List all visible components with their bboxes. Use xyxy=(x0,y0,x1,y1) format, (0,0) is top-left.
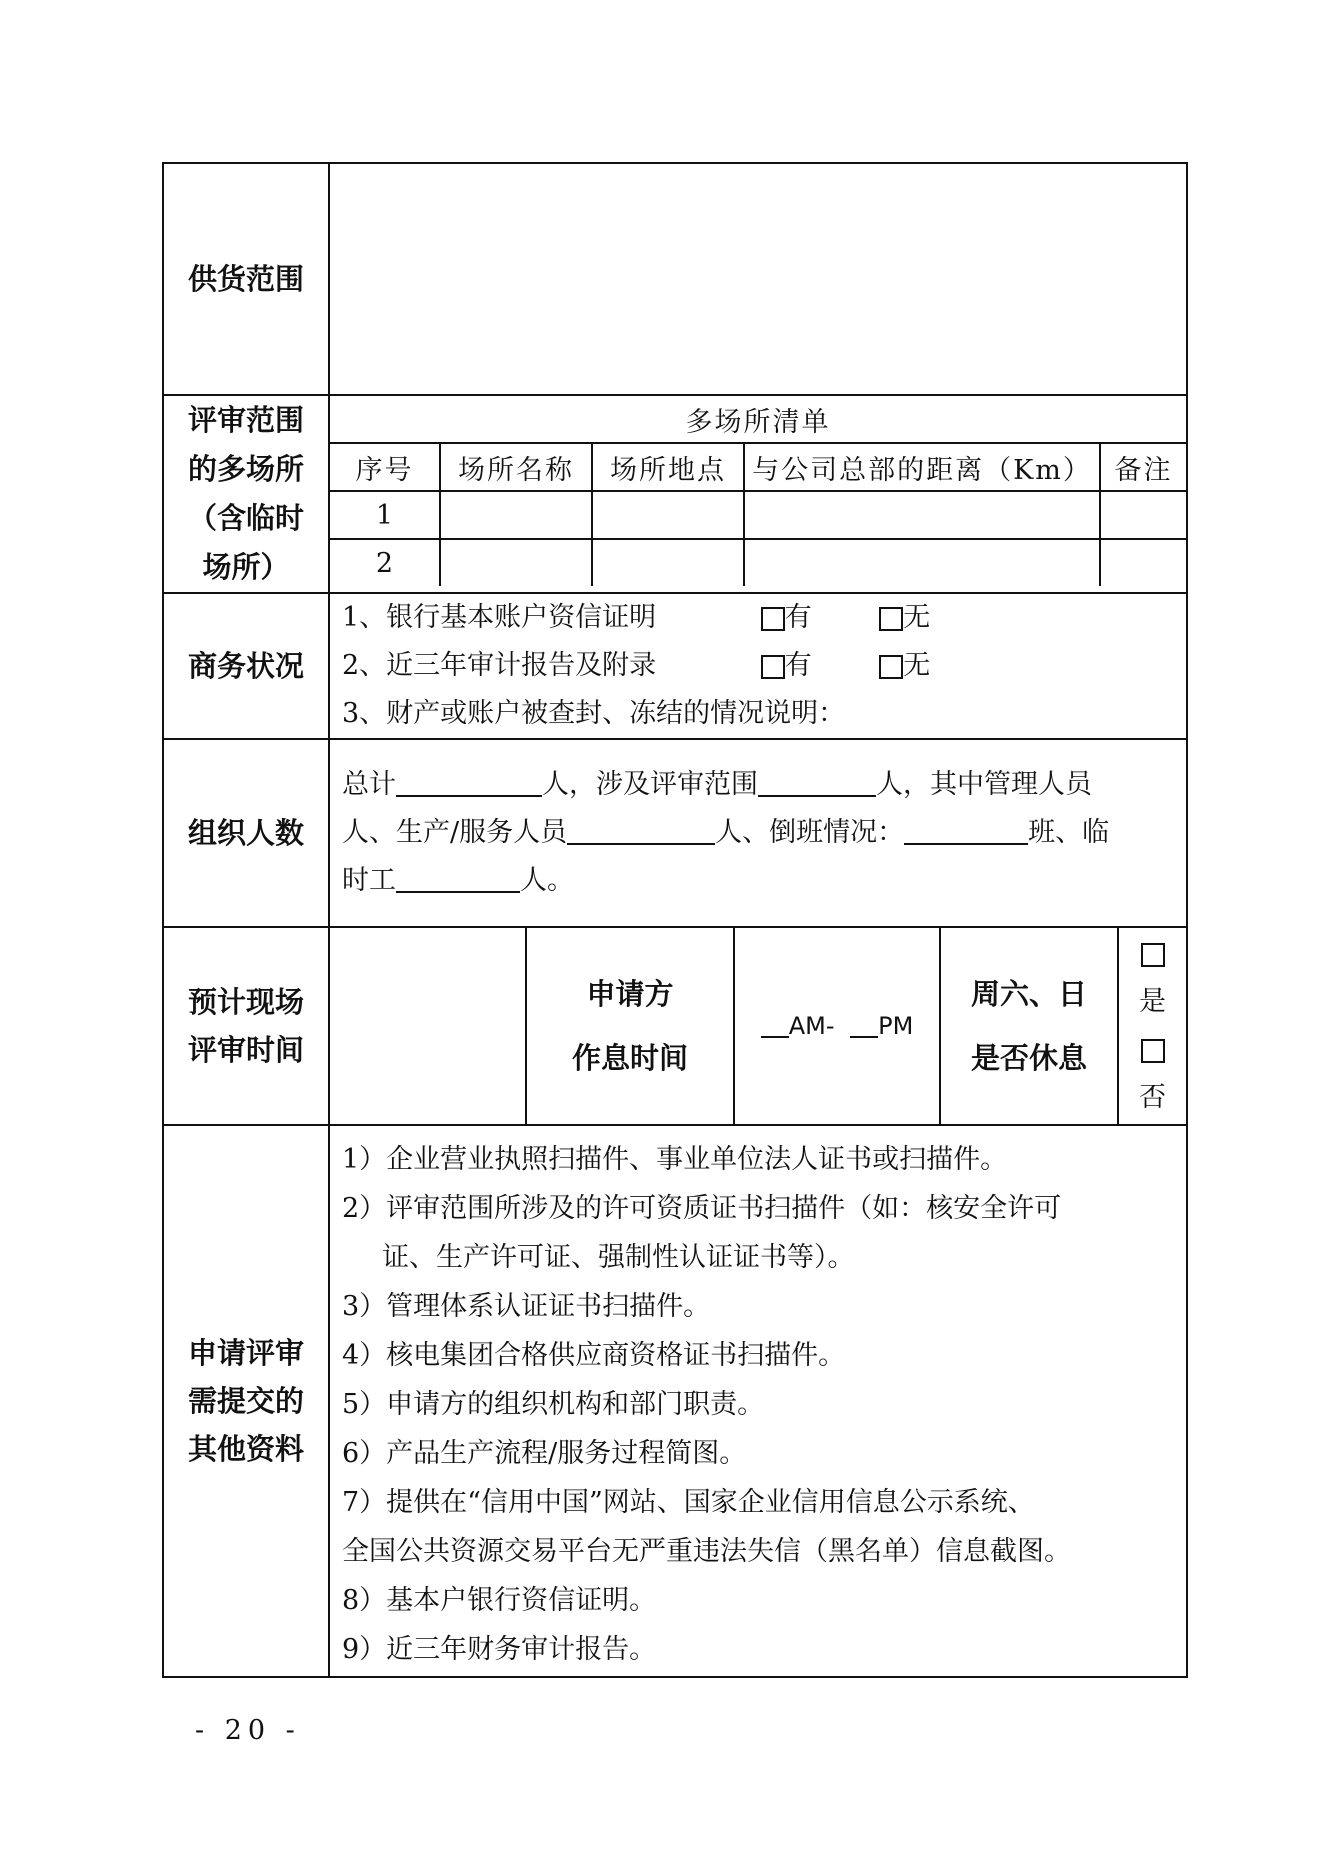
site-name-cell[interactable] xyxy=(440,539,592,586)
total-count-blank[interactable] xyxy=(396,765,542,797)
production-count-blank[interactable] xyxy=(567,813,715,845)
table-row xyxy=(330,491,1186,539)
org-headcount-content: 总计 人，涉及评审范围 人，其中管理人员 人、生产/服务人员 人、倒班情况： 班、临 时工 人。 xyxy=(329,739,1187,927)
scope-count-blank[interactable] xyxy=(758,765,876,797)
checkbox-bank-yes[interactable] xyxy=(761,607,785,631)
page-number: - 20 - xyxy=(195,1715,301,1746)
application-form-table xyxy=(162,162,1188,1678)
list-item: 9）近三年财务审计报告。 xyxy=(342,1633,657,1665)
col-header-remarks: 备注 xyxy=(1100,443,1186,491)
site-address-cell[interactable] xyxy=(592,491,744,539)
schedule-row xyxy=(163,927,1187,1125)
distance-cell[interactable] xyxy=(744,491,1100,539)
table-row xyxy=(330,539,1186,586)
business-status-row xyxy=(163,593,1187,739)
supply-scope-label: 供货范围 xyxy=(163,163,329,395)
shift-count-blank[interactable] xyxy=(904,813,1028,845)
col-header-site-name: 场所名称 xyxy=(440,443,592,491)
checkbox-weekend-yes[interactable] xyxy=(1141,943,1165,967)
org-headcount-row xyxy=(163,739,1187,927)
site-name-cell[interactable] xyxy=(440,491,592,539)
schedule-table xyxy=(330,928,1186,1124)
multisite-label: 评审范围 的多场所 （含临时 场所） xyxy=(163,395,329,593)
materials-row xyxy=(163,1125,1187,1677)
list-item: 全国公共资源交易平台无严重违法失信（黑名单）信息截图。 xyxy=(342,1535,1071,1567)
list-item: 1）企业营业执照扫描件、事业单位法人证书或扫描件。 xyxy=(342,1143,1008,1175)
materials-label: 申请评审 需提交的 其他资料 xyxy=(163,1125,329,1677)
business-status-label: 商务状况 xyxy=(163,593,329,739)
list-item: 4）核电集团合格供应商资格证书扫描件。 xyxy=(342,1339,846,1371)
serial-cell: 1 xyxy=(330,491,440,539)
multisite-table xyxy=(330,396,1186,586)
list-item: 5）申请方的组织机构和部门职责。 xyxy=(342,1388,765,1420)
business-status-content xyxy=(329,593,1187,739)
business-item-1: 1、银行基本账户资信证明 有 无 xyxy=(342,602,931,633)
distance-cell[interactable] xyxy=(744,539,1100,586)
supply-scope-row xyxy=(163,163,1187,395)
remarks-cell[interactable] xyxy=(1100,539,1186,586)
multisite-table-title: 多场所清单 xyxy=(330,396,1186,443)
temp-count-blank[interactable] xyxy=(396,861,520,893)
multisite-row xyxy=(163,395,1187,593)
work-hours-label: 申请方 作息时间 xyxy=(526,928,734,1124)
list-item: 2）评审范围所涉及的许可资质证书扫描件（如：核安全许可 xyxy=(342,1192,1062,1224)
col-header-site-address: 场所地点 xyxy=(592,443,744,491)
schedule-content xyxy=(329,927,1187,1125)
business-item-3: 3、财产或账户被查封、冻结的情况说明： xyxy=(342,698,846,729)
business-item-2: 2、近三年审计报告及附录 有 无 xyxy=(342,650,931,681)
site-address-cell[interactable] xyxy=(592,539,744,586)
weekend-label: 周六、日 是否休息 xyxy=(940,928,1118,1124)
am-blank[interactable] xyxy=(761,1016,789,1038)
schedule-label: 预计现场 评审时间 xyxy=(163,927,329,1125)
serial-cell: 2 xyxy=(330,539,440,586)
multisite-header-row xyxy=(330,443,1186,491)
weekend-options: 是 否 xyxy=(1118,928,1186,1124)
col-header-serial: 序号 xyxy=(330,443,440,491)
col-header-distance: 与公司总部的距离（Km） xyxy=(744,443,1100,491)
work-hours-field[interactable]: AM- PM xyxy=(734,928,940,1124)
org-headcount-label: 组织人数 xyxy=(163,739,329,927)
checkbox-bank-no[interactable] xyxy=(879,607,903,631)
pm-blank[interactable] xyxy=(850,1016,878,1038)
checkbox-audit-no[interactable] xyxy=(879,655,903,679)
checkbox-audit-yes[interactable] xyxy=(761,655,785,679)
list-item: 证、生产许可证、强制性认证证书等）。 xyxy=(382,1241,855,1273)
multisite-content xyxy=(329,395,1187,593)
supply-scope-field[interactable] xyxy=(329,163,1187,395)
checkbox-weekend-no[interactable] xyxy=(1141,1039,1165,1063)
list-item: 3）管理体系认证证书扫描件。 xyxy=(342,1290,711,1322)
remarks-cell[interactable] xyxy=(1100,491,1186,539)
list-item: 6）产品生产流程/服务过程简图。 xyxy=(342,1437,747,1469)
audit-date-field[interactable] xyxy=(330,928,526,1124)
materials-list xyxy=(329,1125,1187,1677)
list-item: 7）提供在“信用中国”网站、国家企业信用信息公示系统、 xyxy=(342,1486,1035,1518)
list-item: 8）基本户银行资信证明。 xyxy=(342,1584,657,1616)
